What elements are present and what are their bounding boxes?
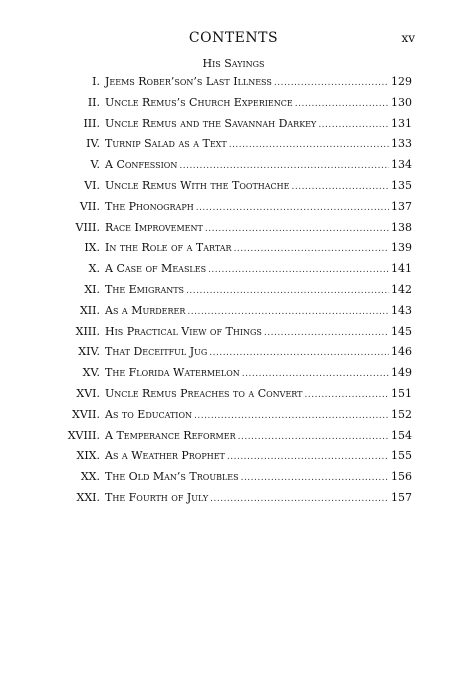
toc-entry-title: Uncle Remus’s Church Experience	[105, 95, 293, 109]
toc-entry	[58, 262, 412, 283]
dot-leader	[295, 99, 389, 109]
toc-entry-numeral: VII.	[79, 199, 100, 213]
toc-entry	[58, 117, 412, 138]
toc-entry-numeral: XIII.	[75, 324, 100, 338]
dot-leader	[264, 328, 389, 338]
toc-entry-numeral: VIII.	[75, 220, 100, 234]
toc-entry-page: 155	[391, 449, 412, 463]
toc-entry-numeral: XII.	[79, 303, 100, 317]
toc-entry-title: Uncle Remus With the Toothache	[105, 178, 290, 192]
toc-entry-numeral: IV.	[86, 137, 100, 151]
toc-entry-title: The Phonograph	[105, 199, 194, 213]
page-title: CONTENTS	[188, 30, 279, 46]
page-number: xv	[401, 31, 415, 45]
dot-leader	[208, 265, 389, 275]
toc-entry-page: 131	[391, 116, 412, 130]
toc-entry	[58, 304, 412, 325]
toc-entry-numeral: VI.	[84, 178, 100, 192]
toc-entry	[58, 429, 412, 450]
toc-entry-title: The Emigrants	[105, 282, 185, 296]
toc-entry-title: As a Weather Prophet	[105, 449, 225, 463]
toc-entry	[58, 366, 412, 387]
toc-entry-numeral: XVII.	[72, 407, 100, 421]
toc-entry-title: A Temperance Reformer	[105, 428, 236, 442]
toc-entry	[58, 491, 412, 512]
toc-entry	[58, 200, 412, 221]
table-of-contents	[58, 75, 412, 512]
dot-leader	[186, 286, 389, 296]
dot-leader	[205, 224, 389, 234]
toc-entry	[58, 75, 412, 96]
toc-entry-title: As a Murderer	[105, 303, 186, 317]
toc-entry-title: His Practical View of Things	[105, 324, 262, 338]
toc-entry	[58, 325, 412, 346]
toc-entry	[58, 345, 412, 366]
toc-entry	[58, 137, 412, 158]
toc-entry-title: That Deceitful Jug	[105, 345, 208, 359]
toc-entry-page: 133	[391, 137, 412, 151]
dot-leader	[229, 140, 389, 150]
dot-leader	[291, 182, 389, 192]
dot-leader	[187, 307, 389, 317]
dot-leader	[210, 494, 389, 504]
dot-leader	[194, 411, 389, 421]
toc-entry-page: 146	[391, 345, 412, 359]
toc-entry-title: The Florida Watermelon	[105, 366, 240, 380]
toc-entry-page: 152	[391, 407, 412, 421]
toc-entry-title: Uncle Remus and the Savannah Darkey	[105, 116, 317, 130]
toc-entry	[58, 241, 412, 262]
dot-leader	[318, 120, 389, 130]
toc-entry-title: As to Education	[105, 407, 193, 421]
dot-leader	[179, 161, 389, 171]
toc-entry-numeral: XIX.	[76, 449, 100, 463]
toc-entry-title: A Confession	[105, 158, 178, 172]
dot-leader	[241, 473, 389, 483]
toc-entry	[58, 408, 412, 429]
toc-entry-title: The Old Man’s Troubles	[105, 470, 239, 484]
toc-entry-page: 151	[391, 386, 412, 400]
toc-entry-page: 138	[391, 220, 412, 234]
toc-entry-page: 143	[391, 303, 412, 317]
toc-entry-page: 157	[391, 490, 412, 504]
toc-entry	[58, 179, 412, 200]
toc-entry-numeral: II.	[87, 95, 100, 109]
toc-entry-title: The Fourth of July	[105, 490, 209, 504]
toc-entry-numeral: XVI.	[76, 386, 100, 400]
section-title: His Sayings	[202, 57, 265, 70]
toc-entry-numeral: XX.	[80, 470, 100, 484]
toc-entry-numeral: X.	[88, 262, 100, 276]
toc-entry-page: 149	[391, 366, 412, 380]
toc-entry	[58, 158, 412, 179]
dot-leader	[242, 369, 389, 379]
toc-entry-page: 154	[391, 428, 412, 442]
dot-leader	[238, 432, 389, 442]
toc-entry-title: In the Role of a Tartar	[105, 241, 232, 255]
toc-entry-numeral: III.	[83, 116, 100, 130]
toc-entry	[58, 387, 412, 408]
toc-entry-numeral: I.	[92, 75, 100, 88]
toc-entry-page: 142	[391, 282, 412, 296]
toc-entry-page: 130	[391, 95, 412, 109]
toc-entry-title: A Case of Measles	[105, 262, 207, 276]
toc-entry	[58, 283, 412, 304]
toc-entry-title: Turnip Salad as a Text	[105, 137, 227, 151]
toc-entry-page: 145	[391, 324, 412, 338]
toc-entry-title: Race Improvement	[105, 220, 203, 234]
dot-leader	[274, 78, 389, 88]
toc-entry-page: 141	[391, 262, 412, 276]
dot-leader	[227, 452, 389, 462]
toc-entry-numeral: IX.	[84, 241, 100, 255]
toc-entry-page: 135	[391, 178, 412, 192]
toc-entry-page: 156	[391, 470, 412, 484]
toc-entry	[58, 449, 412, 470]
toc-entry	[58, 470, 412, 491]
toc-entry-page: 139	[391, 241, 412, 255]
dot-leader	[196, 203, 389, 213]
toc-entry-title: Uncle Remus Preaches to a Convert	[105, 386, 303, 400]
toc-entry-numeral: XVIII.	[67, 428, 100, 442]
toc-entry-numeral: XV.	[82, 366, 100, 380]
toc-entry-page: 129	[391, 75, 412, 88]
toc-entry-page: 134	[391, 158, 412, 172]
dot-leader	[234, 244, 389, 254]
toc-entry-page: 137	[391, 199, 412, 213]
toc-entry-numeral: XIV.	[78, 345, 100, 359]
toc-entry-numeral: V.	[90, 158, 100, 172]
page-header	[0, 30, 467, 50]
dot-leader	[209, 348, 389, 358]
toc-entry-numeral: XI.	[84, 282, 100, 296]
toc-entry-title: Jeems Rober’son’s Last Illness	[105, 75, 272, 88]
toc-entry	[58, 96, 412, 117]
dot-leader	[305, 390, 389, 400]
toc-entry-numeral: XXI.	[76, 490, 100, 504]
toc-entry	[58, 221, 412, 242]
